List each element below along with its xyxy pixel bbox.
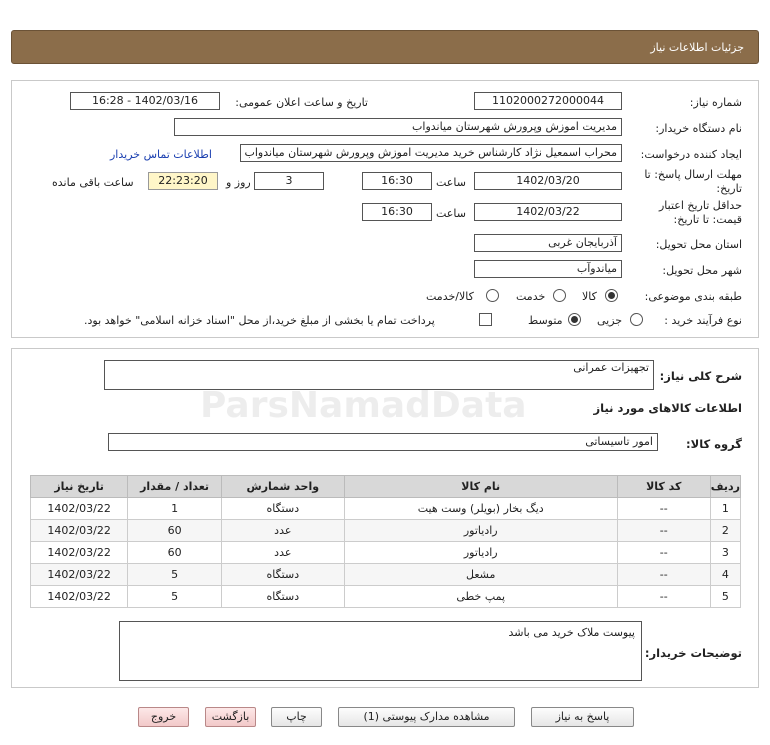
process-option-minor: جزیی: [597, 314, 623, 327]
cell-unit: عدد: [221, 520, 344, 542]
need-number-label: شماره نیاز:: [689, 96, 742, 109]
page-title: جزئیات اطلاعات نیاز: [650, 41, 744, 54]
announce-field: 1402/03/16 - 16:28: [70, 92, 220, 110]
col-goods-code: کد کالا: [617, 476, 710, 498]
cell-qty: 60: [128, 520, 222, 542]
goods-info-title: اطلاعات کالاهای مورد نیاز: [593, 401, 742, 415]
deadline-date-field: 1402/03/20: [474, 172, 622, 190]
cell-qty: 5: [128, 586, 222, 608]
cell-date: 1402/03/22: [31, 564, 128, 586]
treasury-checkbox[interactable]: [479, 313, 492, 326]
table-row: [31, 520, 741, 542]
creator-label: ایجاد کننده درخواست:: [640, 148, 742, 161]
cell-row: 2: [710, 520, 740, 542]
cell-name: رادیاتور: [344, 520, 617, 542]
col-need-date: تاریخ نیاز: [31, 476, 128, 498]
buyer-notes-label: توضیحات خریدار:: [644, 646, 742, 660]
cell-code: --: [617, 520, 710, 542]
table-row: [31, 564, 741, 586]
cell-unit: دستگاه: [221, 498, 344, 520]
days-field: 3: [254, 172, 324, 190]
days-label: روز و: [226, 176, 251, 189]
cell-qty: 1: [128, 498, 222, 520]
col-goods-name: نام کالا: [344, 476, 617, 498]
goods-table: [30, 475, 741, 608]
category-option-goods-service: کالا/خدمت: [426, 290, 474, 303]
cell-date: 1402/03/22: [31, 542, 128, 564]
cell-unit: عدد: [221, 542, 344, 564]
process-option-medium: متوسط: [528, 314, 563, 327]
contact-buyer-link[interactable]: اطلاعات تماس خریدار: [110, 148, 212, 161]
general-description-field: تجهیزات عمرانی: [104, 360, 654, 390]
cell-date: 1402/03/22: [31, 520, 128, 542]
cell-name: پمپ خطی: [344, 586, 617, 608]
cell-name: دیگ بخار (بویلر) وست هیت: [344, 498, 617, 520]
deadline-time-field: 16:30: [362, 172, 432, 190]
announce-label: تاریخ و ساعت اعلان عمومی:: [235, 96, 368, 109]
table-row: [31, 586, 741, 608]
cell-code: --: [617, 564, 710, 586]
table-row: [31, 542, 741, 564]
category-radio-goods-service[interactable]: [486, 289, 499, 302]
creator-field: محراب اسمعیل نژاد کارشناس خرید مدیریت اموزش وپرورش شهرستان میاندواب: [240, 144, 622, 162]
category-label: طبقه بندی موضوعی:: [644, 290, 742, 303]
province-label: استان محل تحویل:: [655, 238, 742, 251]
cell-date: 1402/03/22: [31, 586, 128, 608]
cell-row: 1: [710, 498, 740, 520]
buyer-label: نام دستگاه خریدار:: [655, 122, 742, 135]
col-unit: واحد شمارش: [221, 476, 344, 498]
process-label: نوع فرآیند خرید :: [664, 314, 742, 327]
cell-code: --: [617, 586, 710, 608]
validity-time-label: ساعت: [436, 207, 466, 220]
validity-date-field: 1402/03/22: [474, 203, 622, 221]
cell-qty: 60: [128, 542, 222, 564]
cell-row: 3: [710, 542, 740, 564]
exit-button[interactable]: خروج: [138, 707, 189, 727]
watermark-text: ParsNamadData: [200, 385, 527, 426]
category-radio-goods[interactable]: [605, 289, 618, 302]
process-radio-medium[interactable]: [568, 313, 581, 326]
col-quantity: تعداد / مقدار: [128, 476, 222, 498]
province-field: آذربایجان غربی: [474, 234, 622, 252]
back-button[interactable]: بازگشت: [205, 707, 256, 727]
cell-row: 4: [710, 564, 740, 586]
buyer-notes-field: پیوست ملاک خرید می باشد: [119, 621, 642, 681]
remaining-label: ساعت باقی مانده: [52, 176, 134, 189]
page-header: [11, 30, 759, 64]
category-option-service: خدمت: [516, 290, 546, 303]
cell-row: 5: [710, 586, 740, 608]
deadline-time-label: ساعت: [436, 176, 466, 189]
city-label: شهر محل تحویل:: [662, 264, 742, 277]
cell-name: مشعل: [344, 564, 617, 586]
cell-code: --: [617, 498, 710, 520]
table-row: [31, 498, 741, 520]
general-description-label: شرح کلی نیاز:: [659, 369, 742, 383]
view-attachments-button[interactable]: مشاهده مدارک پیوستی (1): [338, 707, 515, 727]
need-number-field: 1102000272000044: [474, 92, 622, 110]
reply-button[interactable]: پاسخ به نیاز: [531, 707, 634, 727]
validity-label: حداقل تاریخ اعتبار قیمت: تا تاریخ:: [658, 199, 742, 226]
cell-code: --: [617, 542, 710, 564]
cell-unit: دستگاه: [221, 586, 344, 608]
col-row-number: ردیف: [710, 476, 740, 498]
deadline-label: مهلت ارسال پاسخ: تا تاریخ:: [644, 168, 742, 195]
cell-qty: 5: [128, 564, 222, 586]
goods-group-label: گروه کالا:: [686, 437, 742, 451]
goods-group-field: امور تاسیساتی: [108, 433, 658, 451]
cell-unit: دستگاه: [221, 564, 344, 586]
print-button[interactable]: چاپ: [271, 707, 322, 727]
table-header-row: [31, 476, 741, 498]
category-option-goods: کالا: [582, 290, 597, 303]
treasury-note: پرداخت تمام یا بخشی از مبلغ خرید،از محل "اسناد خزانه اسلامی" خواهد بود.: [84, 314, 435, 327]
category-radio-service[interactable]: [553, 289, 566, 302]
city-field: میاندوآب: [474, 260, 622, 278]
cell-date: 1402/03/22: [31, 498, 128, 520]
remaining-time-field: 22:23:20: [148, 172, 218, 190]
validity-time-field: 16:30: [362, 203, 432, 221]
cell-name: رادیاتور: [344, 542, 617, 564]
buyer-field: مدیریت اموزش وپرورش شهرستان میاندواب: [174, 118, 622, 136]
process-radio-minor[interactable]: [630, 313, 643, 326]
